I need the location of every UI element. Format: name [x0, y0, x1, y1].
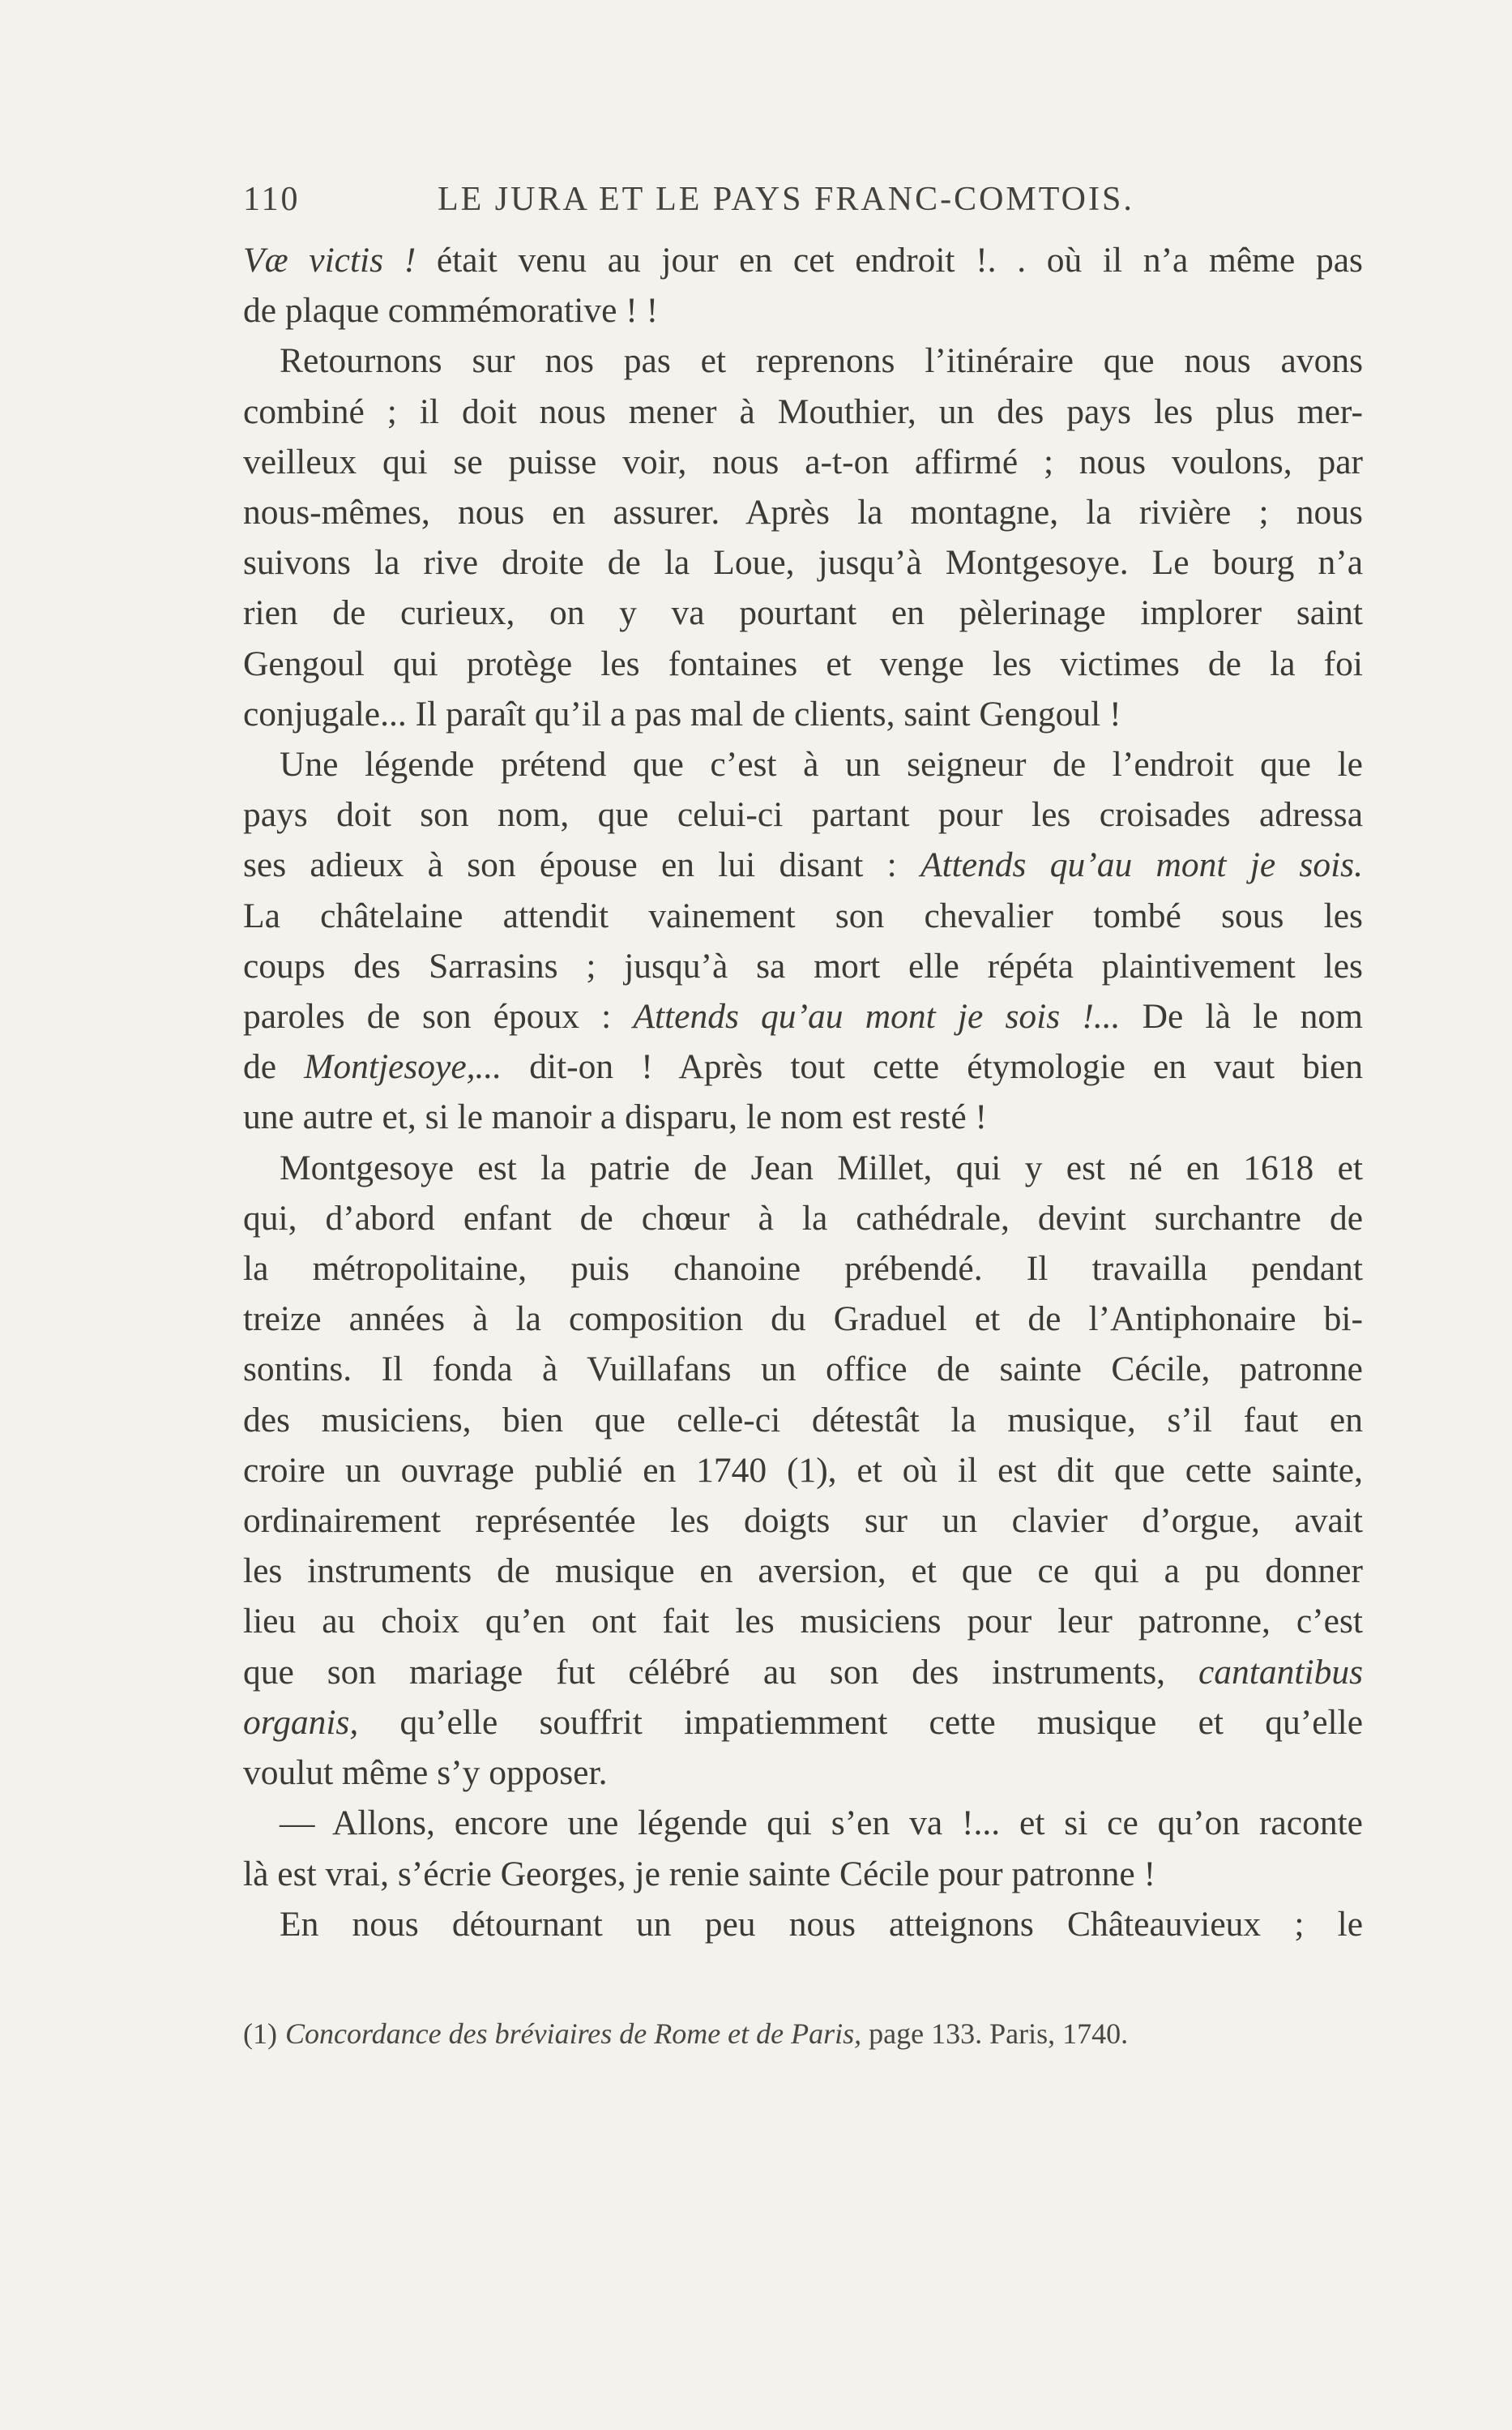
quoted-phrase: Attends qu’au mont je sois.: [920, 845, 1363, 885]
text-line: qui, d’abord enfant de chœur à la cathédrale, devint surchantre de: [243, 1198, 1363, 1238]
latin-phrase: cantantibus: [1198, 1652, 1363, 1692]
page-header: [243, 180, 1353, 229]
text-line: coups des Sarrasins ; jusqu’à sa mort elle répéta plaintivement les: [243, 946, 1363, 986]
text-line: croire un ouvrage publié en 1740 (1), et où il est dit que cette sainte,: [243, 1450, 1363, 1490]
footnote-text: page 133. Paris, 1740.: [861, 2017, 1129, 2050]
text-line: Montgesoye est la patrie de Jean Millet, qui y est né en 1618 et: [280, 1148, 1363, 1187]
text-line: la métropolitaine, puis chanoine prébendé. Il travailla pendant: [243, 1249, 1363, 1289]
text-line: — Allons, encore une légende qui s’en va !... et si ce qu’on raconte: [280, 1803, 1363, 1843]
place-name: Montjesoye,...: [304, 1047, 502, 1087]
text-line: Gengoul qui protège les fontaines et venge les victimes de la foi: [243, 644, 1363, 683]
text-line: Retournons sur nos pas et reprenons l’itinéraire que nous avons: [280, 341, 1363, 381]
text-line: rien de curieux, on y va pourtant en pèlerinage implorer saint: [243, 593, 1363, 633]
footnote-citation: Concordance des bréviaires de Rome et de Paris,: [284, 2017, 862, 2050]
text-line: paroles de son époux : Attends qu’au mont je sois !... De là le nom: [243, 997, 1364, 1037]
text-line: des musiciens, bien que celle-ci détestât la musique, s’il faut en: [243, 1400, 1363, 1440]
running-title: LE JURA ET LE PAYS FRANC-COMTOIS.: [438, 181, 1134, 218]
text-line: les instruments de musique en aversion, et que ce qui a pu donner: [243, 1551, 1363, 1591]
text-line: voulut même s’y opposer.: [243, 1753, 608, 1793]
text-line: suivons la rive droite de la Loue, jusqu’à Montgesoye. Le bourg n’a: [243, 543, 1363, 583]
text-line: conjugale... Il paraît qu’il a pas mal de clients, saint Gengoul !: [243, 694, 1121, 734]
text-line: nous-mêmes, nous en assurer. Après la montagne, la rivière ; nous: [243, 493, 1363, 533]
text-line: ordinairement représentée les doigts sur un clavier d’orgue, avait: [243, 1501, 1363, 1541]
text-line: pays doit son nom, que celui-ci partant pour les croisades adressa: [243, 795, 1363, 835]
quoted-phrase: Attends qu’au mont je sois !...: [633, 997, 1121, 1037]
latin-phrase: Væ victis !: [243, 241, 416, 280]
text-line: Une légende prétend que c’est à un seigneur de l’endroit que le: [280, 745, 1363, 785]
text-line: une autre et, si le manoir a disparu, le nom est resté !: [243, 1097, 988, 1137]
text-line: En nous détournant un peu nous atteignons Châteauvieux ; le: [280, 1904, 1363, 1944]
text-line: là est vrai, s’écrie Georges, je renie sainte Cécile pour patronne !: [243, 1854, 1156, 1893]
text-line: de plaque commémorative ! !: [243, 291, 659, 331]
footnote-marker: (1): [243, 2017, 277, 2050]
text-line: de Montjesoye,... dit-on ! Après tout cette étymologie en vaut bien: [243, 1047, 1363, 1087]
text-line: Væ victis ! était venu au jour en cet endroit !. . où il n’a même pas: [243, 241, 1363, 280]
page-number: 110: [243, 181, 301, 218]
text-line: ses adieux à son épouse en lui disant : Attends qu’au mont je sois.: [243, 845, 1363, 885]
text-line: que son mariage fut célébré au son des instruments, cantantibus: [243, 1652, 1363, 1692]
text-line: organis, qu’elle souffrit impatiemment cette musique et qu’elle: [243, 1702, 1363, 1742]
text-line: sontins. Il fonda à Vuillafans un office de sainte Cécile, patronne: [243, 1350, 1363, 1389]
body-text: [243, 235, 1363, 1949]
footnote: [243, 2016, 1377, 2051]
text-line: lieu au choix qu’en ont fait les musiciens pour leur patronne, c’est: [243, 1602, 1363, 1641]
text-line: veilleux qui se puisse voir, nous a-t-on affirmé ; nous voulons, par: [243, 442, 1363, 481]
latin-phrase: organis,: [243, 1702, 359, 1742]
text-line: treize années à la composition du Graduel et de l’Antiphonaire bi-: [243, 1299, 1363, 1339]
text-line: La châtelaine attendit vainement son chevalier tombé sous les: [243, 896, 1363, 935]
text-line: combiné ; il doit nous mener à Mouthier, un des pays les plus mer-: [243, 391, 1363, 431]
